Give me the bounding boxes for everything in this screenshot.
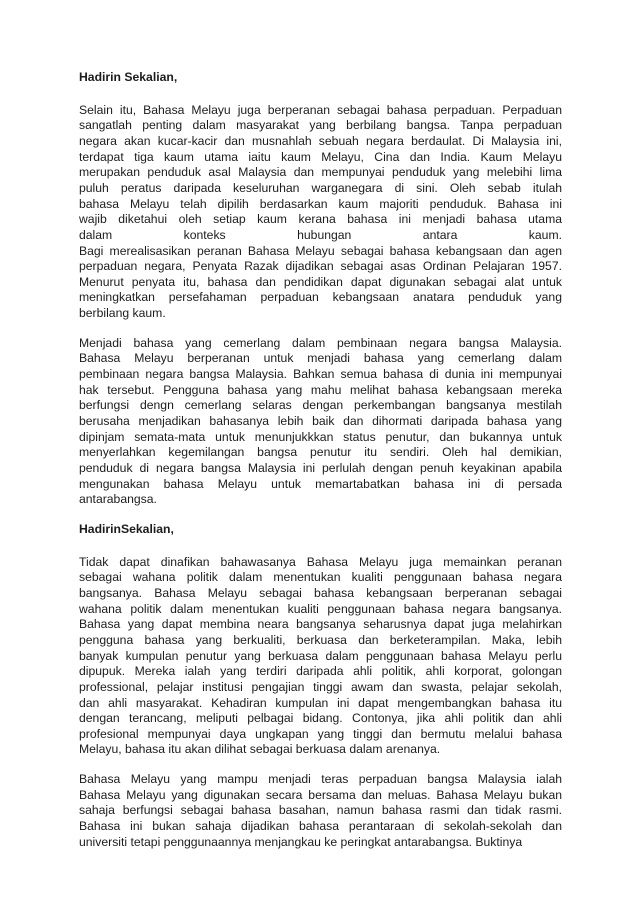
text-line: wajib diketahui oleh setiap kaum kerana bahasa ini menjadi bahasa utama	[79, 212, 562, 227]
text-line: dipinjam semata-mata untuk menunjukkkan status penutur, dan bukannya untuk	[79, 429, 562, 444]
document-page	[79, 70, 562, 864]
text-line: dengan terancang, meliputi pelbagai bidang. Contonya, jika ahli politik dan ahli	[79, 711, 562, 726]
text-line: perpaduan negara, Penyata Razak dijadikan sebagai asas Ordinan Pelajaran 1957.	[79, 259, 562, 274]
body-paragraph	[79, 772, 562, 850]
text-line: berfungsi dengn cemerlang selaras dengan perkembangan bangsanya mestilah	[79, 398, 562, 413]
text-line: terdapat tiga kaum utama iaitu kaum Melayu, Cina dan India. Kaum Melayu	[79, 149, 562, 164]
text-line: meningkatkan persefahaman perpaduan kebangsaan anatara penduduk yang	[79, 290, 562, 305]
section-heading: Hadirin Sekalian,	[79, 70, 178, 84]
section-heading: HadirinSekalian,	[79, 522, 174, 536]
text-line: dalam konteks hubungan antara kaum.	[79, 227, 562, 242]
text-line: dipupuk. Mereka ialah yang terdiri daripada ahli politik, ahli korporat, golongan	[79, 664, 562, 679]
text-line: mengunakan bahasa Melayu untuk memartabatkan bahasa ini di persada	[79, 476, 562, 491]
text-line: Menurut penyata itu, bahasa dan pendidikan dapat digunakan sebagai alat untuk	[79, 274, 562, 289]
text-line: Menjadi bahasa yang cemerlang dalam pembinaan negara bangsa Malaysia.	[79, 335, 562, 350]
text-line: bangsanya. Bahasa Melayu sebagai bahasa kebangsaan berperanan sebagai	[79, 585, 562, 600]
text-line: berusaha menjadikan bahasanya lebih baik dan dihormati daripada bahasa yang	[79, 414, 562, 429]
text-line: professional, pelajar institusi pengajian tinggi awam dan swasta, pelajar sekolah,	[79, 679, 562, 694]
text-line: antarabangsa.	[79, 492, 157, 507]
text-line: negara akan kucar-kacir dan musnahlah sebuah negara berdaulat. Di Malaysia ini,	[79, 133, 562, 148]
text-line: menyerlahkan kegemilangan bangsa penutur itu sendiri. Oleh hal demikian,	[79, 445, 562, 460]
text-line: sangatlah penting dalam masyarakat yang berbilang bangsa. Tanpa perpaduan	[79, 118, 562, 133]
text-line: Melayu, bahasa itu akan dilihat sebagai berkuasa dalam arenanya.	[79, 742, 441, 757]
body-paragraph	[79, 555, 562, 759]
text-line: bahasa Melayu telah dipilih berdasarkan kaum majoriti penduduk. Bahasa ini	[79, 196, 562, 211]
text-line: Tidak dapat dinafikan bahawasanya Bahasa Melayu juga memainkan peranan	[79, 554, 562, 569]
text-line: dan ahli masyarakat. Kehadiran kumpulan ini dapat mengembangkan bahasa itu	[79, 695, 562, 710]
text-line: pengguna bahasa yang berkualiti, berkuasa dan berketerampilan. Maka, lebih	[79, 632, 562, 647]
text-line: pembinaan negara bangsa Malaysia. Bahkan semua bahasa di dunia ini mempunyai	[79, 367, 562, 382]
text-line: Bahasa ini bukan sahaja dijadikan bahasa perantaraan di sekolah-sekolah dan	[79, 819, 562, 834]
text-line: Bagi merealisasikan peranan Bahasa Melayu sebagai bahasa kebangsaan dan agen	[79, 243, 562, 258]
text-line: berbilang kaum.	[79, 306, 166, 321]
body-paragraph	[79, 103, 562, 322]
text-line: penduduk di negara bangsa Malaysia ini perlulah dengan penuh keyakinan apabila	[79, 461, 562, 476]
text-line: banyak kumpulan penutur yang berkuasa dalam penggunaan bahasa Melayu perlu	[79, 648, 562, 663]
text-line: sahaja berfungsi sebagai bahasa basahan, namun bahasa rasmi dan tidak rasmi.	[79, 803, 562, 818]
text-line: universiti tetapi penggunaannya menjangkau ke peringkat antarabangsa. Buktinya	[79, 834, 523, 849]
text-line: hak tersebut. Pengguna bahasa yang mahu melihat bahasa kebangsaan mereka	[79, 382, 562, 397]
body-paragraph	[79, 336, 562, 508]
text-line: Bahasa yang dapat membina neara bangsanya seharusnya dapat juga melahirkan	[79, 617, 562, 632]
text-line: Bahasa Melayu berperanan untuk menjadi bahasa yang cemerlang dalam	[79, 351, 562, 366]
text-line: puluh peratus daripada keseluruhan warganegara di sini. Oleh sebab itulah	[79, 180, 562, 195]
text-line: sebagai wahana politik dalam menentukan kualiti penggunaan bahasa negara	[79, 570, 562, 585]
text-line: wahana politik dalam menentukan kualiti penggunaan bahasa negara bangsanya.	[79, 601, 562, 616]
text-line: Selain itu, Bahasa Melayu juga berperanan sebagai bahasa perpaduan. Perpaduan	[79, 102, 562, 117]
text-line: profesional mempunyai daya ungkapan yang tinggi dan bermutu melalui bahasa	[79, 726, 562, 741]
text-line: Bahasa Melayu yang mampu menjadi teras perpaduan bangsa Malaysia ialah	[79, 772, 562, 787]
text-line: merupakan penduduk asal Malaysia dan mempunyai penduduk yang melebihi lima	[79, 165, 562, 180]
text-line: Bahasa Melayu yang digunakan secara bersama dan meluas. Bahasa Melayu bukan	[79, 787, 562, 802]
